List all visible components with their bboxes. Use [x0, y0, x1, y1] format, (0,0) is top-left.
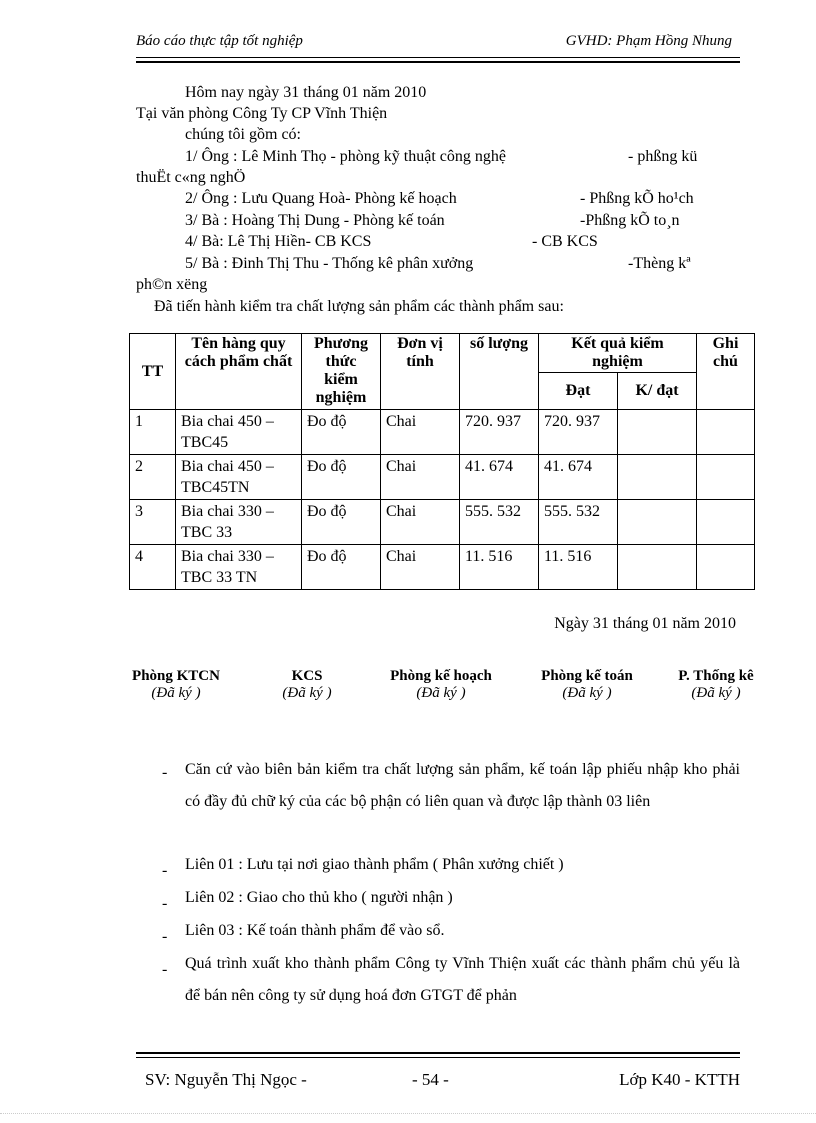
bullet-mark: - [162, 895, 168, 912]
bullet-text-5: Quá trình xuất kho thành phẩm Công ty Vĩnh Thiện xuất các thành phẩm chủ yếu là để bán nên công ty sử dụng hoá đơn GTGT để phản [185, 955, 740, 1004]
bullet-mark: - [162, 862, 168, 879]
signature-ktcn [130, 668, 222, 702]
member-1: 1/ Ông : Lê Minh Thọ - phòng kỹ thuật công nghệ [185, 148, 506, 165]
header-rule-top [136, 57, 740, 58]
cell-tt: 1 [130, 410, 176, 455]
signature-title: Phòng kế toán [541, 668, 633, 684]
cell-note [697, 410, 755, 455]
cell-tt: 3 [130, 500, 176, 545]
table-row [130, 500, 755, 545]
th-name: Tên hàng quy cách phẩm chất [176, 334, 302, 410]
signature-status: (Đã ký ) [416, 685, 466, 701]
cell-fail [618, 410, 697, 455]
minutes-intro: chúng tôi gồm có: [185, 126, 301, 143]
cell-tt: 4 [130, 545, 176, 590]
cell-qty: 11. 516 [460, 545, 539, 590]
cell-qty: 720. 937 [460, 410, 539, 455]
header-left: Báo cáo thực tập tốt nghiệp [136, 33, 303, 49]
signature-title: KCS [291, 668, 323, 684]
footer-student: SV: Nguyễn Thị Ngọc - [145, 1070, 307, 1089]
member-5-dup-a: -Thèng kª [628, 255, 691, 272]
member-1-dup-a: - phßng kü [628, 148, 698, 165]
cell-unit: Chai [381, 410, 460, 455]
bullet-mark: - [162, 961, 168, 978]
signature-title: Phòng KTCN [132, 668, 220, 684]
th-tt: TT [130, 334, 176, 410]
member-3: 3/ Bà : Hoàng Thị Dung - Phòng kế toán [185, 212, 445, 229]
table-row [130, 410, 755, 455]
member-5: 5/ Bà : Đinh Thị Thu - Thống kê phân xưởng [185, 255, 474, 272]
signature-thong-ke [664, 668, 768, 702]
th-unit: Đơn vị tính [381, 334, 460, 410]
page-edge-line [0, 1113, 816, 1114]
bullet-mark: - [162, 928, 168, 945]
table-row [130, 455, 755, 500]
header-right: GVHD: Phạm Hồng Nhung [565, 33, 732, 49]
cell-method: Đo độ [302, 410, 381, 455]
cell-note [697, 455, 755, 500]
cell-fail [618, 455, 697, 500]
cell-unit: Chai [381, 500, 460, 545]
bullet-text-2: Liên 01 : Lưu tại nơi giao thành phẩm ( Phân xưởng chiết ) [185, 856, 564, 873]
signature-status: (Đã ký ) [562, 685, 612, 701]
member-4: 4/ Bà: Lê Thị Hiền- CB KCS [185, 233, 372, 250]
cell-method: Đo độ [302, 545, 381, 590]
cell-name: Bia chai 450 –TBC45 [176, 410, 302, 455]
table-header-row [130, 334, 755, 373]
cell-pass: 720. 937 [539, 410, 618, 455]
signature-title: Phòng kế hoạch [390, 668, 492, 684]
member-2: 2/ Ông : Lưu Quang Hoà- Phòng kế hoạch [185, 190, 457, 207]
th-pass: Đạt [539, 373, 618, 410]
cell-tt: 2 [130, 455, 176, 500]
check-line: Đã tiến hành kiểm tra chất lượng sản phẩm các thành phẩm sau: [154, 298, 564, 315]
cell-note [697, 500, 755, 545]
signature-ke-toan [525, 668, 649, 702]
footer-rule-bottom [136, 1057, 740, 1058]
date-signed: Ngày 31 tháng 01 năm 2010 [554, 615, 736, 632]
table-row [130, 545, 755, 590]
signature-ke-hoach [372, 668, 510, 702]
cell-name: Bia chai 450 –TBC45TN [176, 455, 302, 500]
cell-note [697, 545, 755, 590]
cell-qty: 555. 532 [460, 500, 539, 545]
bullet-text-4: Liên 03 : Kế toán thành phẩm để vào sổ. [185, 922, 445, 939]
cell-fail [618, 500, 697, 545]
th-note: Ghi chú [697, 334, 755, 410]
footer-page-number: - 54 - [412, 1070, 449, 1089]
cell-method: Đo độ [302, 500, 381, 545]
cell-fail [618, 545, 697, 590]
member-4-dup: - CB KCS [532, 233, 598, 250]
minutes-place: Tại văn phòng Công Ty CP Vĩnh Thiện [136, 105, 388, 122]
footer-rule-top [136, 1052, 740, 1054]
member-2-dup: - Phßng kÕ ho¹ch [580, 190, 694, 207]
cell-name: Bia chai 330 – TBC 33 TN [176, 545, 302, 590]
footer-class: Lớp K40 - KTTH [619, 1070, 740, 1089]
member-1-dup-b: thuËt c«ng nghÖ [136, 169, 246, 186]
cell-pass: 11. 516 [539, 545, 618, 590]
cell-name: Bia chai 330 – TBC 33 [176, 500, 302, 545]
th-result: Kết quả kiểm nghiệm [539, 334, 697, 373]
cell-qty: 41. 674 [460, 455, 539, 500]
th-qty: số lượng [460, 334, 539, 410]
cell-method: Đo độ [302, 455, 381, 500]
member-5-dup-b: ph©n xëng [136, 276, 208, 293]
cell-pass: 41. 674 [539, 455, 618, 500]
th-method: Phương thức kiểm nghiệm [302, 334, 381, 410]
cell-pass: 555. 532 [539, 500, 618, 545]
signature-status: (Đã ký ) [151, 685, 201, 701]
signature-status: (Đã ký ) [691, 685, 741, 701]
th-fail: K/ đạt [618, 373, 697, 410]
signature-kcs [262, 668, 352, 702]
bullet-text-3: Liên 02 : Giao cho thủ kho ( người nhận ) [185, 889, 453, 906]
cell-unit: Chai [381, 545, 460, 590]
signature-title: P. Thống kê [678, 668, 754, 684]
signature-status: (Đã ký ) [282, 685, 332, 701]
member-3-dup: -Phßng kÕ to¸n [580, 212, 680, 229]
cell-unit: Chai [381, 455, 460, 500]
minutes-date: Hôm nay ngày 31 tháng 01 năm 2010 [185, 84, 427, 101]
bullet-text-1: Căn cứ vào biên bản kiểm tra chất lượng sản phẩm, kế toán lập phiếu nhập kho phải có đầy đủ chữ ký của các bộ phận có liên quan và được lập thành 03 liên [185, 761, 740, 810]
header-rule-bottom [136, 61, 740, 63]
inspection-table [129, 333, 755, 590]
bullet-mark: - [162, 764, 168, 781]
